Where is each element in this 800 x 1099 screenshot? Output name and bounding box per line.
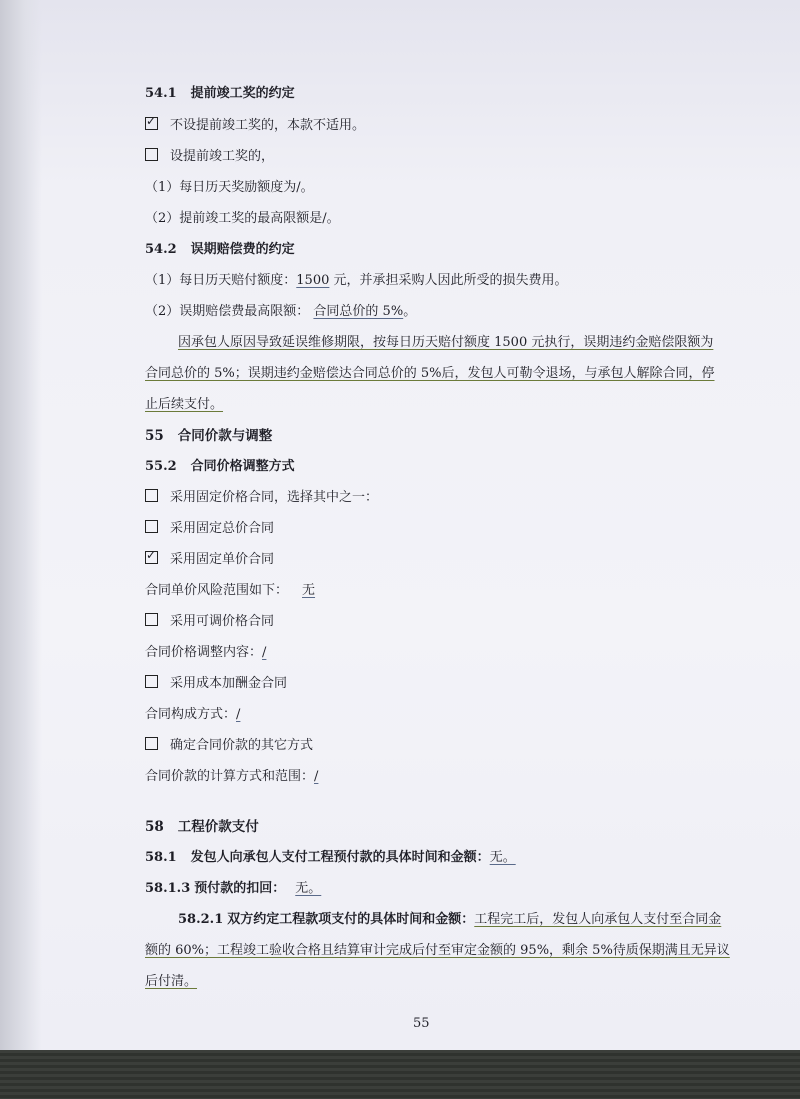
option-fixed-unit-price[interactable]: ✓采用固定单价合同 (145, 548, 274, 567)
option-fixed-price[interactable]: 采用固定价格合同，选择其中之一： (145, 486, 378, 505)
unit-price-risk-value: 无 (302, 583, 316, 598)
section-58-1-line: 58.1 发包人向承包人支付工程预付款的具体时间和金额：无。 (145, 850, 516, 865)
option-fixed-total-price[interactable]: 采用固定总价合同 (145, 517, 274, 536)
price-adjustment-field: 合同价格调整内容：/ (145, 645, 267, 660)
checkbox-icon[interactable] (145, 148, 158, 161)
page-number: 55 (413, 1016, 430, 1031)
contract-composition-field: 合同构成方式：/ (145, 707, 241, 722)
option-no-early-bonus[interactable]: ✓不设提前竣工奖的，本款不适用。 (145, 114, 365, 133)
section-58-2-1-line-1: 58.2.1 双方约定工程款项支付的具体时间和金额：工程完工后，发包人向承包人支付至合同金 (178, 912, 722, 927)
section-58-2-1-line-3: 后付清。 (145, 974, 198, 989)
checkbox-icon[interactable] (145, 675, 158, 688)
price-calculation-field: 合同价款的计算方式和范围：/ (145, 769, 319, 784)
max-compensation-line: （2）误期赔偿费最高限额： 合同总价的 5%。 (145, 304, 417, 319)
advance-payment-value: 无。 (489, 850, 516, 865)
option-early-bonus[interactable]: 设提前竣工奖的， (145, 145, 274, 164)
max-bonus-line: （2）提前竣工奖的最高限额是/。 (145, 211, 340, 226)
advance-recovery-value: 无。 (295, 881, 322, 896)
section-54-2-heading: 54.2 误期赔偿费的约定 (145, 242, 295, 257)
option-other-methods[interactable]: 确定合同价款的其它方式 (145, 734, 313, 753)
daily-bonus-line: （1）每日历天奖励额度为/。 (145, 180, 314, 195)
unit-price-risk-field: 合同单价风险范围如下： 无 (145, 579, 329, 598)
price-calculation-value: / (314, 769, 319, 784)
delay-paragraph-line-1: 因承包人原因导致延误维修期限，按每日历天赔付额度 1500 元执行，误期违约金赔偿限额为 (178, 335, 714, 350)
checkbox-icon[interactable] (145, 520, 158, 533)
contract-composition-value: / (236, 707, 241, 722)
section-55-2-heading: 55.2 合同价格调整方式 (145, 459, 295, 474)
scanner-edge (0, 1050, 800, 1099)
section-54-1-heading: 54.1 提前竣工奖的约定 (145, 86, 295, 101)
daily-compensation-value: 1500 (296, 273, 330, 288)
checkbox-icon[interactable] (145, 489, 158, 502)
option-cost-plus[interactable]: 采用成本加酬金合同 (145, 672, 287, 691)
section-58-2-1-line-2: 额的 60%；工程竣工验收合格且结算审计完成后付至审定金额的 95%，剩余 5%待质保期满且无异议 (145, 943, 730, 958)
option-adjustable-price[interactable]: 采用可调价格合同 (145, 610, 274, 629)
section-55-heading: 55 合同价款与调整 (145, 428, 273, 444)
price-adjustment-value: / (262, 645, 267, 660)
checkbox-icon[interactable] (145, 737, 158, 750)
max-compensation-value: 合同总价的 5% (313, 304, 404, 319)
section-58-heading: 58 工程价款支付 (145, 819, 259, 835)
delay-paragraph-line-2: 合同总价的 5%；误期违约金赔偿达合同总价的 5%后，发包人可勒令退场，与承包人解除合同，停 (145, 366, 715, 381)
section-58-1-3-line: 58.1.3 预付款的扣回： 无。 (145, 877, 331, 896)
checkbox-icon[interactable] (145, 613, 158, 626)
checkbox-checked-icon[interactable] (145, 551, 158, 564)
delay-paragraph-line-3: 止后续支付。 (145, 397, 224, 412)
checkbox-checked-icon[interactable] (145, 117, 158, 130)
daily-compensation-line: （1）每日历天赔付额度：1500 元，并承担采购人因此所受的损失费用。 (145, 273, 568, 288)
